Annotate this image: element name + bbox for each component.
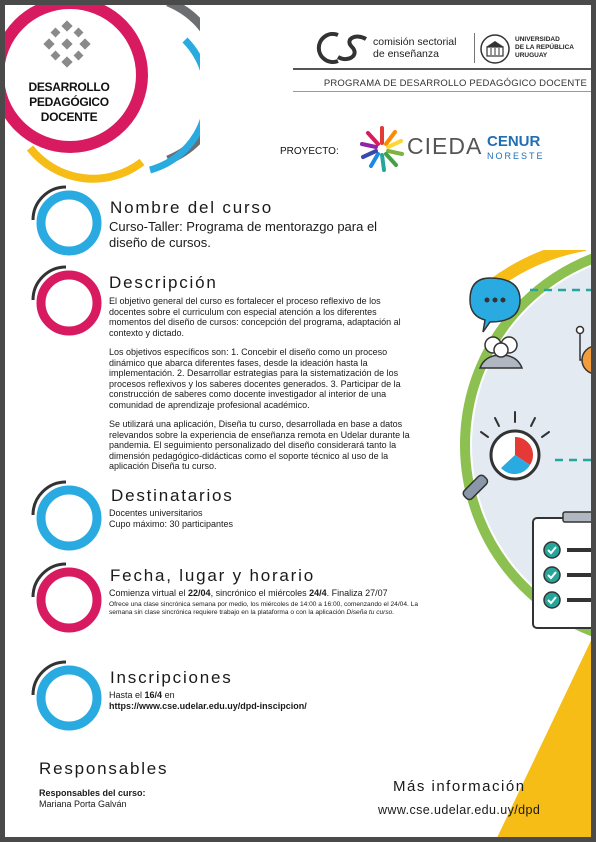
responsables-name: Mariana Porta Galván	[39, 798, 127, 809]
udelar-name-line1: UNIVERSIDAD	[515, 36, 560, 43]
udelar-name	[515, 36, 574, 60]
inscripciones-link[interactable]: https://www.cse.udelar.edu.uy/dpd-inscipcion/	[109, 700, 307, 711]
cse-name	[373, 36, 456, 60]
logo-divider	[474, 33, 475, 63]
udelar-name-line3: URUGUAY	[515, 52, 548, 59]
descripcion-paragraph-2: Los objetivos específicos son: 1. Concebir el diseño como un proceso dinámico que abarca diferentes fases, desde la ideación hasta la implementación. 2. Desarrollar estrategias para la sistematización de los procesos reflexivos y los saberes docentes generados. 3. Participar de la construcción de saberes como docente investigador al interior de una comunidad de aprendizaje profesional académico.	[109, 347, 401, 410]
header-rule-thin	[293, 91, 591, 92]
nombre-line2: diseño de cursos.	[109, 235, 211, 250]
cenur-logo-text: CENUR	[487, 133, 541, 150]
clipboard-checklist-icon	[533, 512, 596, 628]
inscripciones-title: Inscripciones	[110, 668, 233, 687]
cse-name-line1: comisión sectorial	[373, 36, 457, 48]
nombre-line1: Curso-Taller: Programa de mentorazgo para el	[109, 219, 378, 234]
fecha-title: Fecha, lugar y horario	[110, 566, 315, 585]
descripcion-title: Descripción	[109, 273, 218, 292]
chat-bubble-icon	[470, 278, 520, 332]
destinatarios-line2: Cupo máximo: 30 participantes	[109, 518, 234, 529]
cieda-burst-icon	[359, 126, 405, 172]
udelar-seal-icon	[479, 33, 511, 65]
right-illustration	[435, 250, 596, 842]
inscripciones-deadline-c: en	[162, 690, 175, 700]
header-rule	[293, 68, 591, 70]
descripcion-body	[109, 296, 419, 481]
responsables-body	[39, 788, 289, 809]
fecha-main	[109, 588, 419, 599]
cse-name-line2: de enseñanza	[373, 48, 439, 60]
more-info-link[interactable]: www.cse.udelar.edu.uy/dpd	[378, 803, 541, 817]
more-info-title: Más información	[393, 778, 526, 795]
fecha-detail-text: Ofrece una clase sincrónica semana por medio, los miércoles de 14:00 a 16:00, comenzando el 24/04. La semana sin clase sincrónica requiere trabajo en la plataforma o con la aplicación	[109, 601, 418, 616]
destinatarios-ring-icon	[29, 478, 104, 553]
nombre-title: Nombre del curso	[110, 198, 273, 217]
fecha-detail	[109, 601, 419, 617]
descripcion-paragraph-3: Se utilizará una aplicación, Diseña tu curso, desarrollada en base a datos relevandos sobre la experiencia de enseñanza remota en Udelar durante la pandemia. El seguimiento personalizado del diseño considerará tanto la dimensión pedagógico-didácticas como el soporte técnico al uso de la aplicación Diseña tu curso.	[109, 419, 410, 471]
brand-title	[23, 80, 115, 125]
proyecto-label: PROYECTO:	[280, 146, 339, 157]
udelar-name-line2: DE LA REPÚBLICA	[515, 44, 574, 51]
brand-title-line1: DESARROLLO	[28, 80, 110, 94]
inscripciones-body	[109, 690, 429, 711]
program-name: PROGRAMA DE DESARROLLO PEDAGÓGICO DOCENTE	[323, 78, 587, 89]
destinatarios-line1: Docentes universitarios	[109, 508, 203, 518]
destinatarios-title: Destinatarios	[111, 486, 234, 505]
responsables-label: Responsables del curso:	[39, 788, 146, 798]
descripcion-paragraph-1: El objetivo general del curso es fortalecer el proceso reflexivo de los docentes sobre el curriculum con especial atención a los diferentes momentos del diseño de cursos: concepción del programa, adaptación al contexto y dictado.	[109, 296, 401, 338]
fecha-sync-date: 24/4	[309, 588, 327, 598]
fecha-ring-icon	[29, 560, 104, 635]
cieda-logo-text: CIEDA	[407, 133, 483, 159]
responsables-title: Responsables	[39, 759, 169, 778]
fecha-main-a: Comienza virtual el	[109, 588, 189, 598]
nombre-body	[109, 219, 429, 251]
destinatarios-body	[109, 508, 409, 529]
noreste-logo-text: NORESTE	[487, 151, 545, 161]
yellow-arc	[30, 148, 142, 179]
inscripciones-deadline-date: 16/4	[144, 690, 163, 700]
nombre-ring-icon	[29, 183, 104, 258]
fecha-start-date: 22/04	[188, 588, 211, 598]
cse-logo-icon	[310, 31, 370, 65]
fecha-main-c: , sincrónico el miércoles	[210, 588, 310, 598]
fecha-main-e: . Finaliza 27/07	[326, 588, 388, 598]
inscripciones-deadline	[109, 690, 429, 701]
descripcion-ring-icon	[29, 263, 104, 338]
inscripciones-ring-icon	[29, 658, 104, 733]
brand-title-line2: PEDAGÓGICO	[29, 95, 109, 109]
fecha-detail-app: Diseña tu curso.	[346, 609, 395, 616]
brand-title-line3: DOCENTE	[40, 110, 98, 124]
inscripciones-deadline-a: Hasta el	[109, 690, 145, 700]
